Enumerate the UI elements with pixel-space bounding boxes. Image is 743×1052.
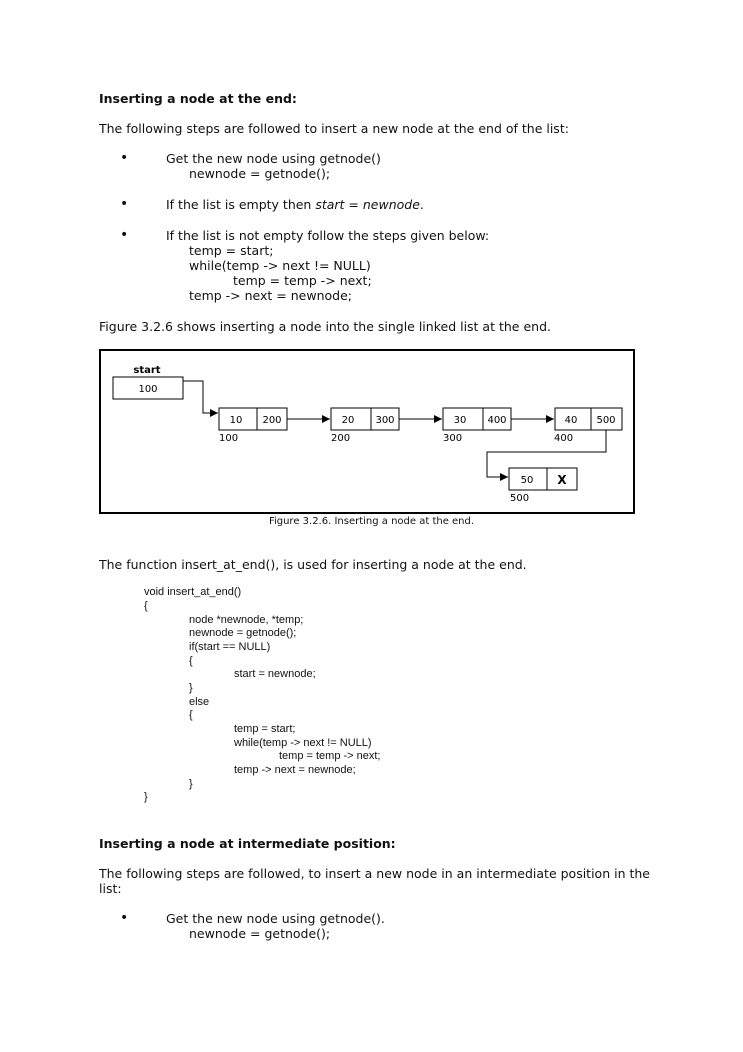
- list-node: [554, 408, 622, 444]
- code-line: }: [144, 791, 148, 803]
- bullet-marker: •: [120, 150, 129, 166]
- code-line: temp = temp -> next;: [279, 750, 381, 762]
- start-label: start: [133, 365, 161, 376]
- start-arrow: [183, 381, 218, 413]
- intermediate-intro-line: list:: [99, 881, 122, 896]
- bullet-marker: •: [120, 910, 129, 926]
- bullet-code-line: while(temp -> next != NULL): [189, 258, 371, 273]
- new-list-node: [509, 468, 577, 504]
- code-line: if(start == NULL): [189, 641, 271, 653]
- function-intro-paragraph: The function insert_at_end(), is used for inserting a node at the end.: [99, 557, 527, 572]
- code-line: temp -> next = newnode;: [234, 764, 356, 776]
- code-line: }: [189, 778, 193, 790]
- code-line: newnode = getnode();: [189, 627, 297, 639]
- bullet-code-line: temp = start;: [189, 243, 274, 258]
- linked-list-diagram: [99, 349, 635, 514]
- code-line: while(temp -> next != NULL): [234, 737, 372, 749]
- list-node: [443, 408, 511, 444]
- code-line: temp = start;: [234, 723, 296, 735]
- intro-paragraph: The following steps are followed to insert a new node at the end of the list:: [99, 121, 569, 136]
- code-line: {: [144, 600, 148, 612]
- code-line: {: [189, 709, 193, 721]
- bullet-text: [166, 197, 424, 212]
- node-address: 300: [443, 433, 463, 444]
- italic-newnode: newnode: [362, 197, 420, 212]
- node-next: 300: [375, 415, 395, 426]
- start-value: 100: [138, 384, 158, 395]
- intermediate-intro-line: The following steps are followed, to insert a new node in an intermediate position in the: [99, 866, 650, 881]
- bullet-text: Get the new node using getnode().: [166, 911, 385, 926]
- code-line: }: [189, 682, 193, 694]
- list-node: [219, 408, 287, 444]
- section-heading-insert-end: Inserting a node at the end:: [99, 91, 297, 106]
- node-address: 500: [510, 493, 530, 504]
- list-node: [331, 408, 399, 444]
- figure-caption: Figure 3.2.6. Inserting a node at the end.: [268, 516, 475, 527]
- node-data: 20: [341, 415, 355, 426]
- node-next: 500: [596, 415, 616, 426]
- null-marker: X: [557, 473, 567, 487]
- bullet-code-line: newnode = getnode();: [189, 926, 331, 941]
- bullet-text-part: .: [419, 197, 424, 212]
- section-heading-insert-intermediate: Inserting a node at intermediate position:: [99, 836, 396, 851]
- node-data: 50: [520, 475, 534, 486]
- node-next: 400: [487, 415, 507, 426]
- node-address: 200: [331, 433, 351, 444]
- bullet-text-part: =: [344, 197, 363, 212]
- node-data: 40: [564, 415, 578, 426]
- node-data: 10: [229, 415, 243, 426]
- code-line: void insert_at_end(): [144, 586, 242, 598]
- bullet-text: If the list is not empty follow the steps given below:: [166, 228, 490, 243]
- code-line: node *newnode, *temp;: [189, 614, 304, 626]
- bullet-text: Get the new node using getnode(): [166, 151, 381, 166]
- figure-reference-paragraph: Figure 3.2.6 shows inserting a node into the single linked list at the end.: [99, 319, 551, 334]
- node-address: 100: [219, 433, 239, 444]
- bullet-marker: •: [120, 196, 129, 212]
- node-next: 200: [262, 415, 282, 426]
- bullet-code-line: temp = temp -> next;: [233, 273, 372, 288]
- node-data: 30: [453, 415, 467, 426]
- bullet-code-line: newnode = getnode();: [189, 166, 331, 181]
- code-line: else: [189, 696, 210, 708]
- node-address: 400: [554, 433, 574, 444]
- code-line: start = newnode;: [234, 668, 316, 680]
- bullet-code-line: temp -> next = newnode;: [189, 288, 352, 303]
- bullet-text-part: If the list is empty then: [166, 197, 316, 212]
- code-line: {: [189, 655, 193, 667]
- bullet-marker: •: [120, 227, 129, 243]
- italic-start: start: [315, 197, 345, 212]
